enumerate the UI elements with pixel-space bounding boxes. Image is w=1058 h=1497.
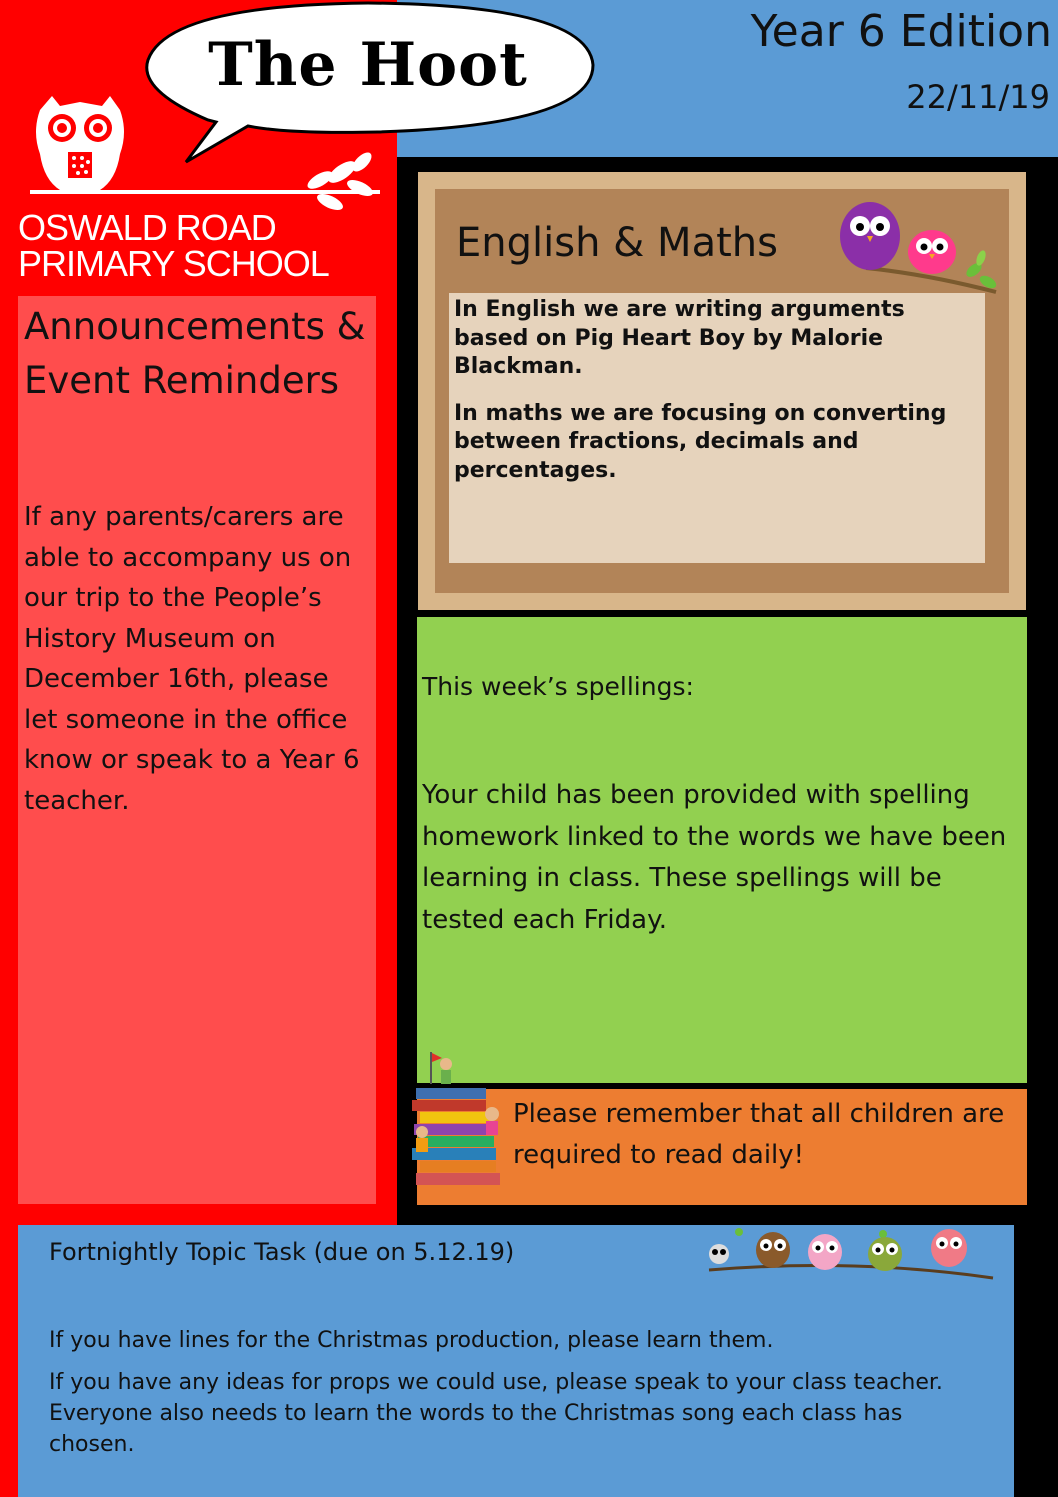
- topic-task-body: [49, 1325, 969, 1471]
- english-paragraph: In English we are writing arguments based on Pig Heart Boy by Malorie Blackman.: [454, 297, 905, 379]
- owl-row-on-branch-icon: [705, 1222, 997, 1284]
- announcements-title-line2: Event Reminders: [24, 359, 340, 402]
- topic-paragraph-2: If you have any ideas for props we could use, please speak to your class teacher. Everyone also needs to learn the words to the Christmas song each class has chosen.: [49, 1370, 943, 1457]
- school-owl-logo-icon: [30, 92, 390, 212]
- spellings-body: Your child has been provided with spelling homework linked to the words we have been learning in class. These spellings will be tested each Friday.: [422, 780, 1007, 935]
- announcements-title-line1: Announcements &: [24, 305, 366, 348]
- issue-date: 22/11/19: [906, 78, 1050, 116]
- topic-task-heading: Fortnightly Topic Task (due on 5.12.19): [49, 1238, 515, 1266]
- topic-paragraph-1: If you have lines for the Christmas production, please learn them.: [49, 1328, 774, 1353]
- newsletter-title: The Hoot: [208, 30, 528, 100]
- school-name-line2: PRIMARY SCHOOL: [18, 243, 329, 284]
- reading-reminder: Please remember that all children are required to read daily!: [513, 1099, 1005, 1170]
- school-name-line1: OSWALD ROAD: [18, 207, 276, 248]
- edition-label: Year 6 Edition: [750, 6, 1052, 57]
- announcements-body: If any parents/carers are able to accompany us on our trip to the People’s History Museum on December 16th, please let someone in the office know or speak to a Year 6 teacher.: [24, 502, 360, 816]
- maths-paragraph: In maths we are focusing on converting between fractions, decimals and percentages.: [454, 400, 947, 483]
- stack-of-books-icon: [408, 1050, 508, 1195]
- owls-on-branch-icon: [836, 200, 998, 300]
- english-maths-heading: English & Maths: [456, 220, 778, 266]
- spellings-heading: This week’s spellings:: [422, 672, 694, 701]
- right-black-edge: [1014, 1225, 1058, 1497]
- announcements-title: [24, 300, 374, 408]
- school-name: [18, 207, 329, 284]
- english-maths-body: [454, 296, 974, 503]
